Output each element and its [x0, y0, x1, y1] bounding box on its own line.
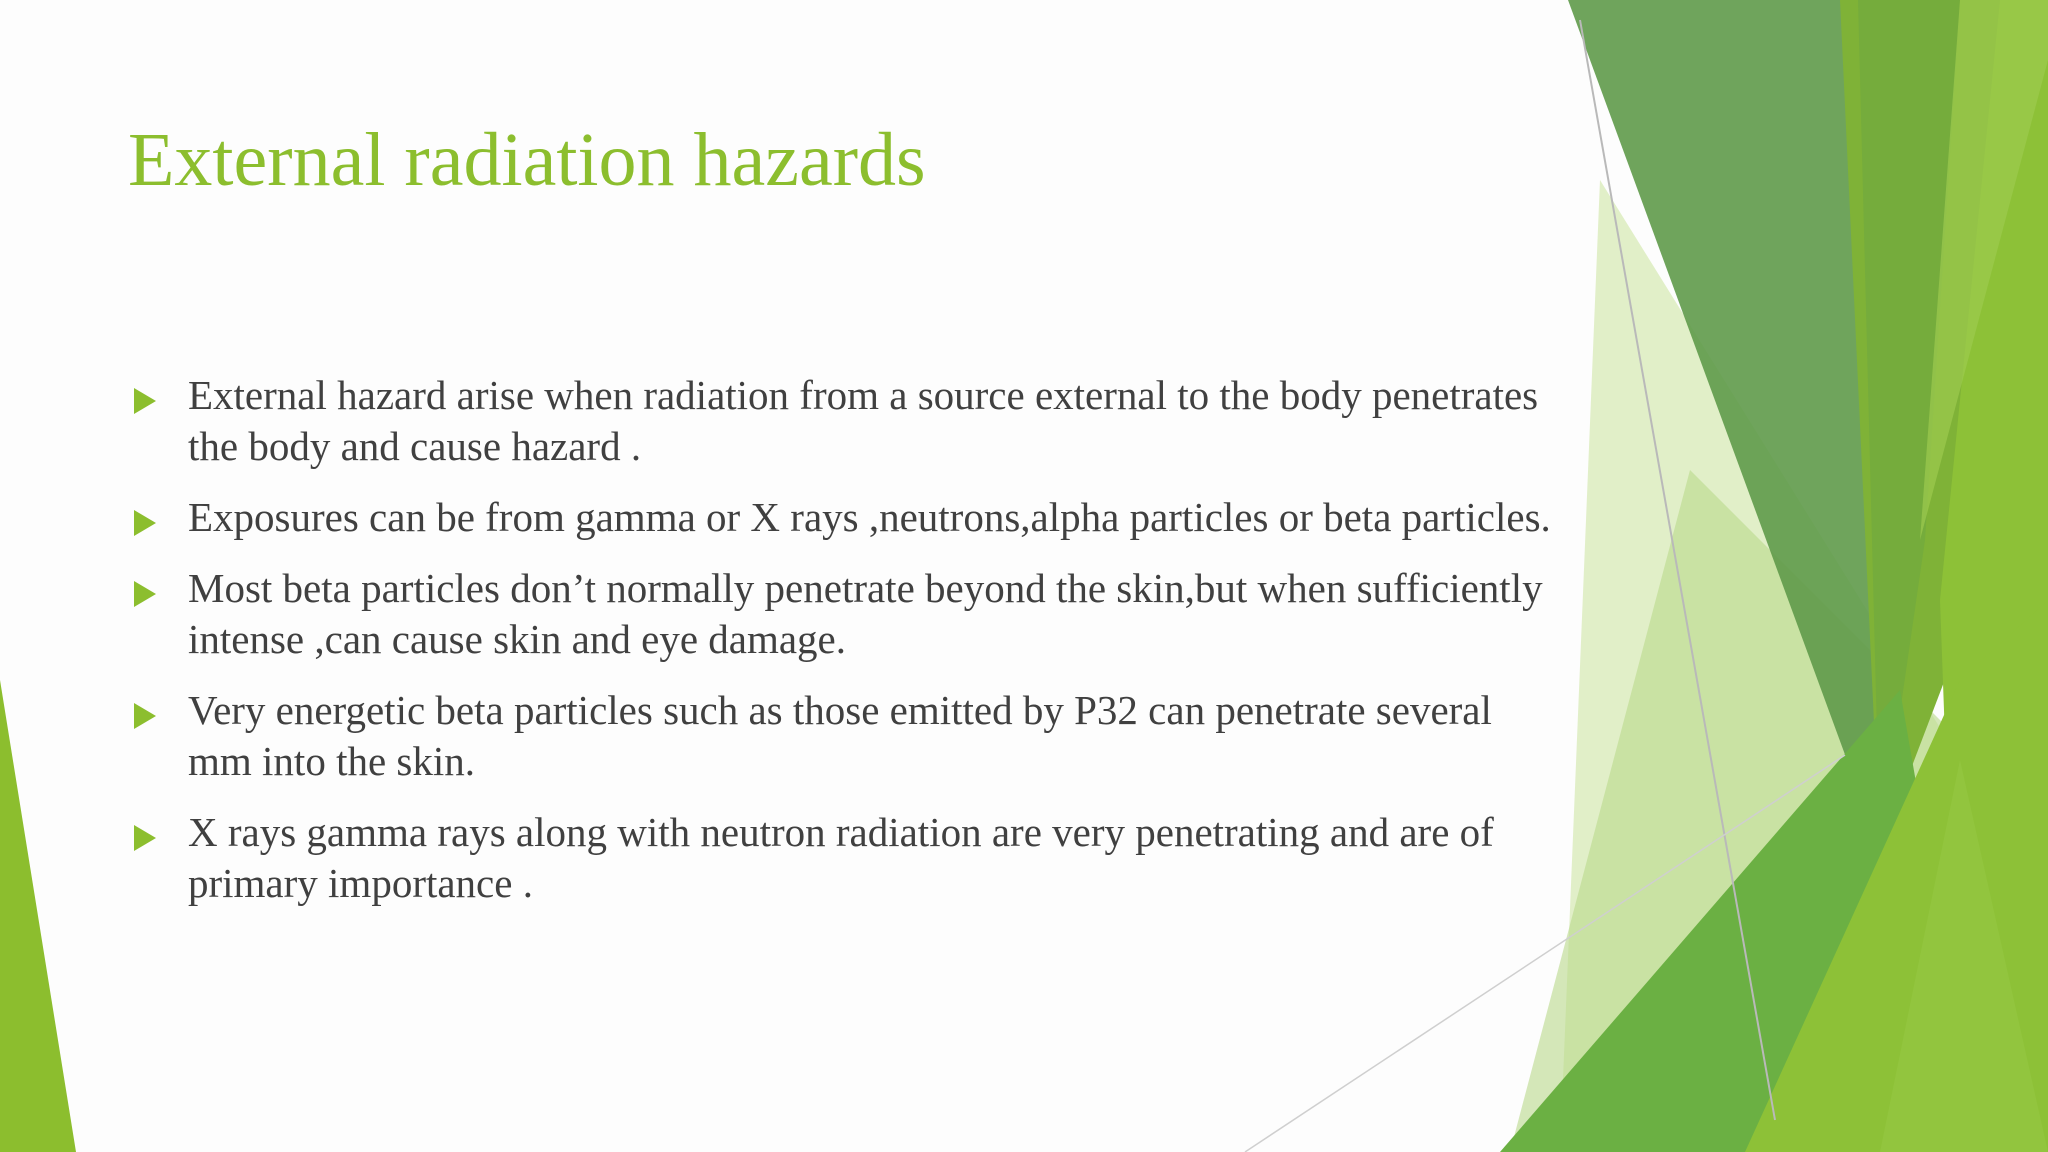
bullet-list: [130, 370, 1560, 929]
bullet-text: X rays gamma rays along with neutron radiation are very penetrating and are of primary importance .: [188, 809, 1494, 906]
bullet-text: Very energetic beta particles such as those emitted by P32 can penetrate several mm into the skin.: [188, 687, 1492, 784]
triangle-right-icon: [134, 703, 156, 729]
bullet-text: External hazard arise when radiation from a source external to the body penetrates the body and cause hazard .: [188, 372, 1539, 469]
bullet-item: [130, 685, 1560, 787]
bullet-text: Exposures can be from gamma or X rays ,neutrons,alpha particles or beta particles.: [188, 494, 1551, 540]
bullet-text: Most beta particles don’t normally penetrate beyond the skin,but when sufficiently intense ,can cause skin and eye damage.: [188, 565, 1543, 662]
triangle-right-icon: [134, 388, 156, 414]
triangle-right-icon: [134, 510, 156, 536]
bullet-item: [130, 563, 1560, 665]
triangle-right-icon: [134, 825, 156, 851]
bullet-item: [130, 807, 1560, 909]
bullet-item: [130, 370, 1560, 472]
triangle-right-icon: [134, 581, 156, 607]
slide-title: External radiation hazards: [128, 118, 926, 202]
bullet-item: [130, 492, 1560, 543]
left-green-sliver: [0, 680, 76, 1152]
